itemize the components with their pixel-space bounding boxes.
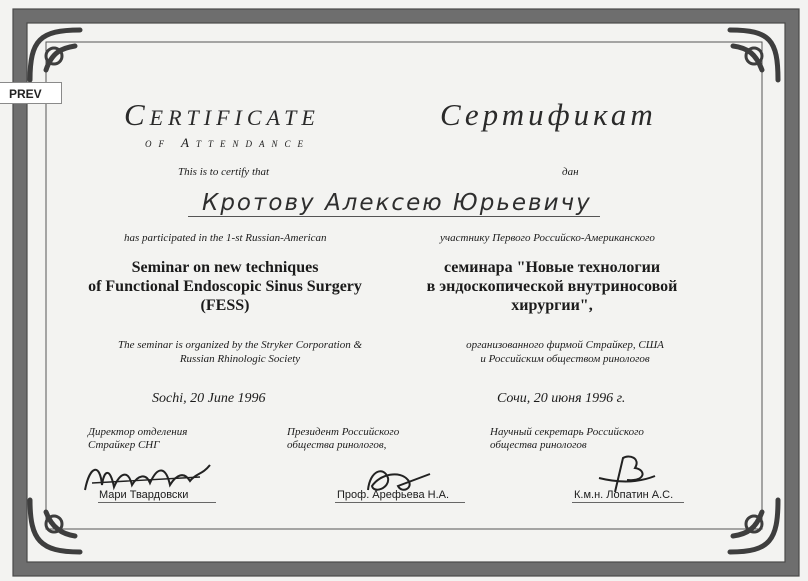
date-en: Sochi, 20 June 1996: [152, 391, 266, 406]
recipient-underline: [188, 216, 600, 217]
corner-ornament-bottom-left: [30, 500, 80, 552]
signatory-1-name: Мари Твардовски: [99, 489, 189, 501]
seminar-title-en: [70, 258, 380, 315]
signature-line-3: [572, 502, 684, 503]
participated-text-ru: участнику Первого Российско-Американского: [440, 232, 655, 244]
organizer-en-line-1: The seminar is organized by the Stryker Corporation &: [117, 339, 363, 351]
date-ru: Сочи, 20 июня 1996 г.: [497, 391, 626, 406]
organizer-en-line-2: Russian Rhinologic Society: [179, 353, 301, 365]
certificate-title-en: Certificate: [124, 97, 320, 132]
seminar-en-line-1: Seminar on new techniques: [131, 259, 319, 276]
seminar-en-line-2: of Functional Endoscopic Sinus Surgery: [88, 278, 362, 295]
signatory-2-role: [287, 426, 399, 452]
signatory-1-role-line-1: Директор отделения: [88, 426, 188, 438]
corner-ornament-top-right: [730, 30, 778, 80]
certify-text-en: This is to certify that: [178, 166, 270, 178]
certificate-title-ru: Сертификат: [440, 97, 657, 132]
seminar-ru-line-1: семинара "Новые технологии: [443, 259, 661, 276]
signatory-2-role-line-1: Президент Российского: [287, 426, 400, 438]
seminar-ru-line-3: хирургии",: [511, 297, 593, 314]
signatory-1-role-line-2: Страйкер СНГ: [88, 439, 160, 451]
signatory-2-name: Проф. Арефьева Н.А.: [337, 489, 450, 501]
organizer-ru-line-1: организованного фирмой Страйкер, США: [466, 339, 664, 351]
signature-line-2: [335, 502, 465, 503]
signatory-3-role-line-1: Научный секретарь Российского: [490, 426, 644, 438]
certify-text-ru: дан: [562, 166, 579, 178]
signatory-3-role: [490, 426, 644, 452]
signatory-3-name: К.м.н. Лопатин А.С.: [574, 489, 674, 501]
corner-ornament-bottom-right: [730, 500, 778, 552]
seminar-ru-line-2: в эндоскопической внутриносовой: [426, 278, 678, 295]
organizer-text-en: [90, 338, 390, 366]
participated-text-en: has participated in the 1-st Russian-American: [124, 232, 327, 244]
recipient-name: Кротову Алексею Юрьевичу: [202, 190, 592, 216]
corner-ornament-top-left: [30, 30, 80, 80]
organizer-text-ru: [430, 338, 700, 366]
organizer-ru-line-2: и Российским обществом ринологов: [480, 353, 650, 365]
signature-line-1: [98, 502, 216, 503]
signatory-1-role: [88, 426, 187, 452]
prev-tag[interactable]: PREV: [0, 82, 62, 104]
certificate-subtitle-en: of Attendance: [145, 135, 310, 150]
signatory-2-role-line-2: общества ринологов,: [287, 439, 387, 451]
seminar-title-ru: [408, 258, 696, 315]
signatory-3-role-line-2: общества ринологов: [490, 439, 587, 451]
seminar-en-line-3: (FESS): [200, 297, 250, 314]
